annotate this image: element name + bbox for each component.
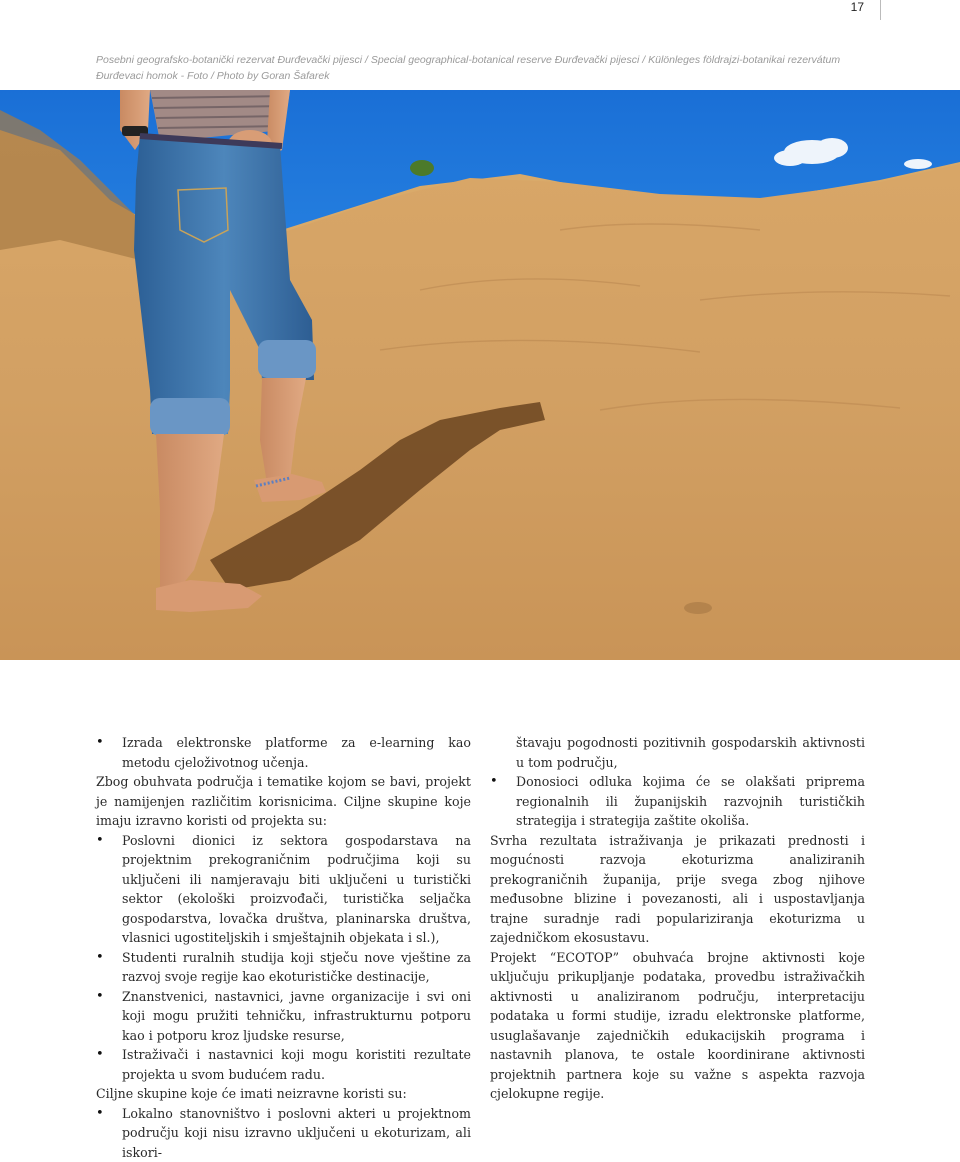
right-column xyxy=(490,733,865,1104)
page-number: 17 xyxy=(851,0,864,14)
photo-caption: Posebni geografsko-botanički rezervat Đurđevački pijesci / Special geographical-botanical reserve Đurđevački pijesci / Különleges földrajzi-botanikai rezervátum Đurđevaci homok - Foto / Photo by Goran Šafarek xyxy=(96,52,876,84)
target-groups-intro: Zbog obuhvata područja i tematike kojom se bavi, projekt je namijenjen različitim korisnicima. Ciljne skupine koje imaju izravno koristi od projekta su: xyxy=(96,772,471,831)
list-item: • Istraživači i nastavnici koji mogu koristiti rezultate projekta u svom budućem radu. xyxy=(96,1045,471,1084)
ecotop-project-paragraph: Projekt “ECOTOP” obuhvaća brojne aktivnosti koje uključuju prikupljanje podataka, provedbu istraživačkih aktivnosti u analiziranom području, interpretaciju podataka u formi studije, izradu elektronske platforme, usuglašavanje zajedničkih edukacijskih programa i nastavnih planova, te ostale koordinirane aktivnosti projektnih partnera koje su važne s aspekta razvoja cjelokupne regije. xyxy=(490,948,865,1104)
page-number-divider xyxy=(880,0,881,20)
direct-target-groups-list xyxy=(96,831,471,1085)
list-item-continuation: štavaju pogodnosti pozitivnih gospodarskih aktivnosti u tom području, xyxy=(490,733,865,772)
list-item: • Poslovni dionici iz sektora gospodarstava na projektnim prekograničnim područjima koji su uključeni ili namjeravaju biti uključeni u turistički sektor (ekološki proizvođači, turistička seljačka gospodarstva, lovačka društva, planinarska društva, vlasnici ugostiteljskih i smještajnih objekata i sl.), xyxy=(96,831,471,948)
bullet-e-learning-platform: • Izrada elektronske platforme za e-learning kao metodu cjeloživotnog učenja. xyxy=(96,733,471,772)
list-item: • Donosioci odluka kojima će se olakšati priprema regionalnih ili županijskih razvojnih turističkih strategija i strategija zaštite okoliša. xyxy=(490,772,865,831)
list-item: • Studenti ruralnih studija koji stječu nove vještine za razvoj svoje regije kao ekoturističke destinacije, xyxy=(96,948,471,987)
indirect-groups-intro: Ciljne skupine koje će imati neizravne koristi su: xyxy=(96,1084,471,1104)
research-purpose-paragraph: Svrha rezultata istraživanja je prikazati prednosti i mogućnosti razvoja ekoturizma analiziranih prekograničnih županija, prije svega zbog njihove međusobne blizine i povezanosti, ali i uspostavljanja trajne suradnje radi populariziranja ekoturizma u zajedničkom ekosustavu. xyxy=(490,831,865,948)
left-column xyxy=(96,733,471,1162)
list-item: • Lokalno stanovništvo i poslovni akteri u projektnom području koji nisu izravno uključeni u ekoturizam, ali iskori- xyxy=(96,1104,471,1162)
list-item: • Znanstvenici, nastavnici, javne organizacije i svi oni koji mogu pružiti tehničku, infrastrukturnu potporu kao i potporu kroz ljudske resurse, xyxy=(96,987,471,1046)
photo-sand-dune xyxy=(0,90,960,660)
